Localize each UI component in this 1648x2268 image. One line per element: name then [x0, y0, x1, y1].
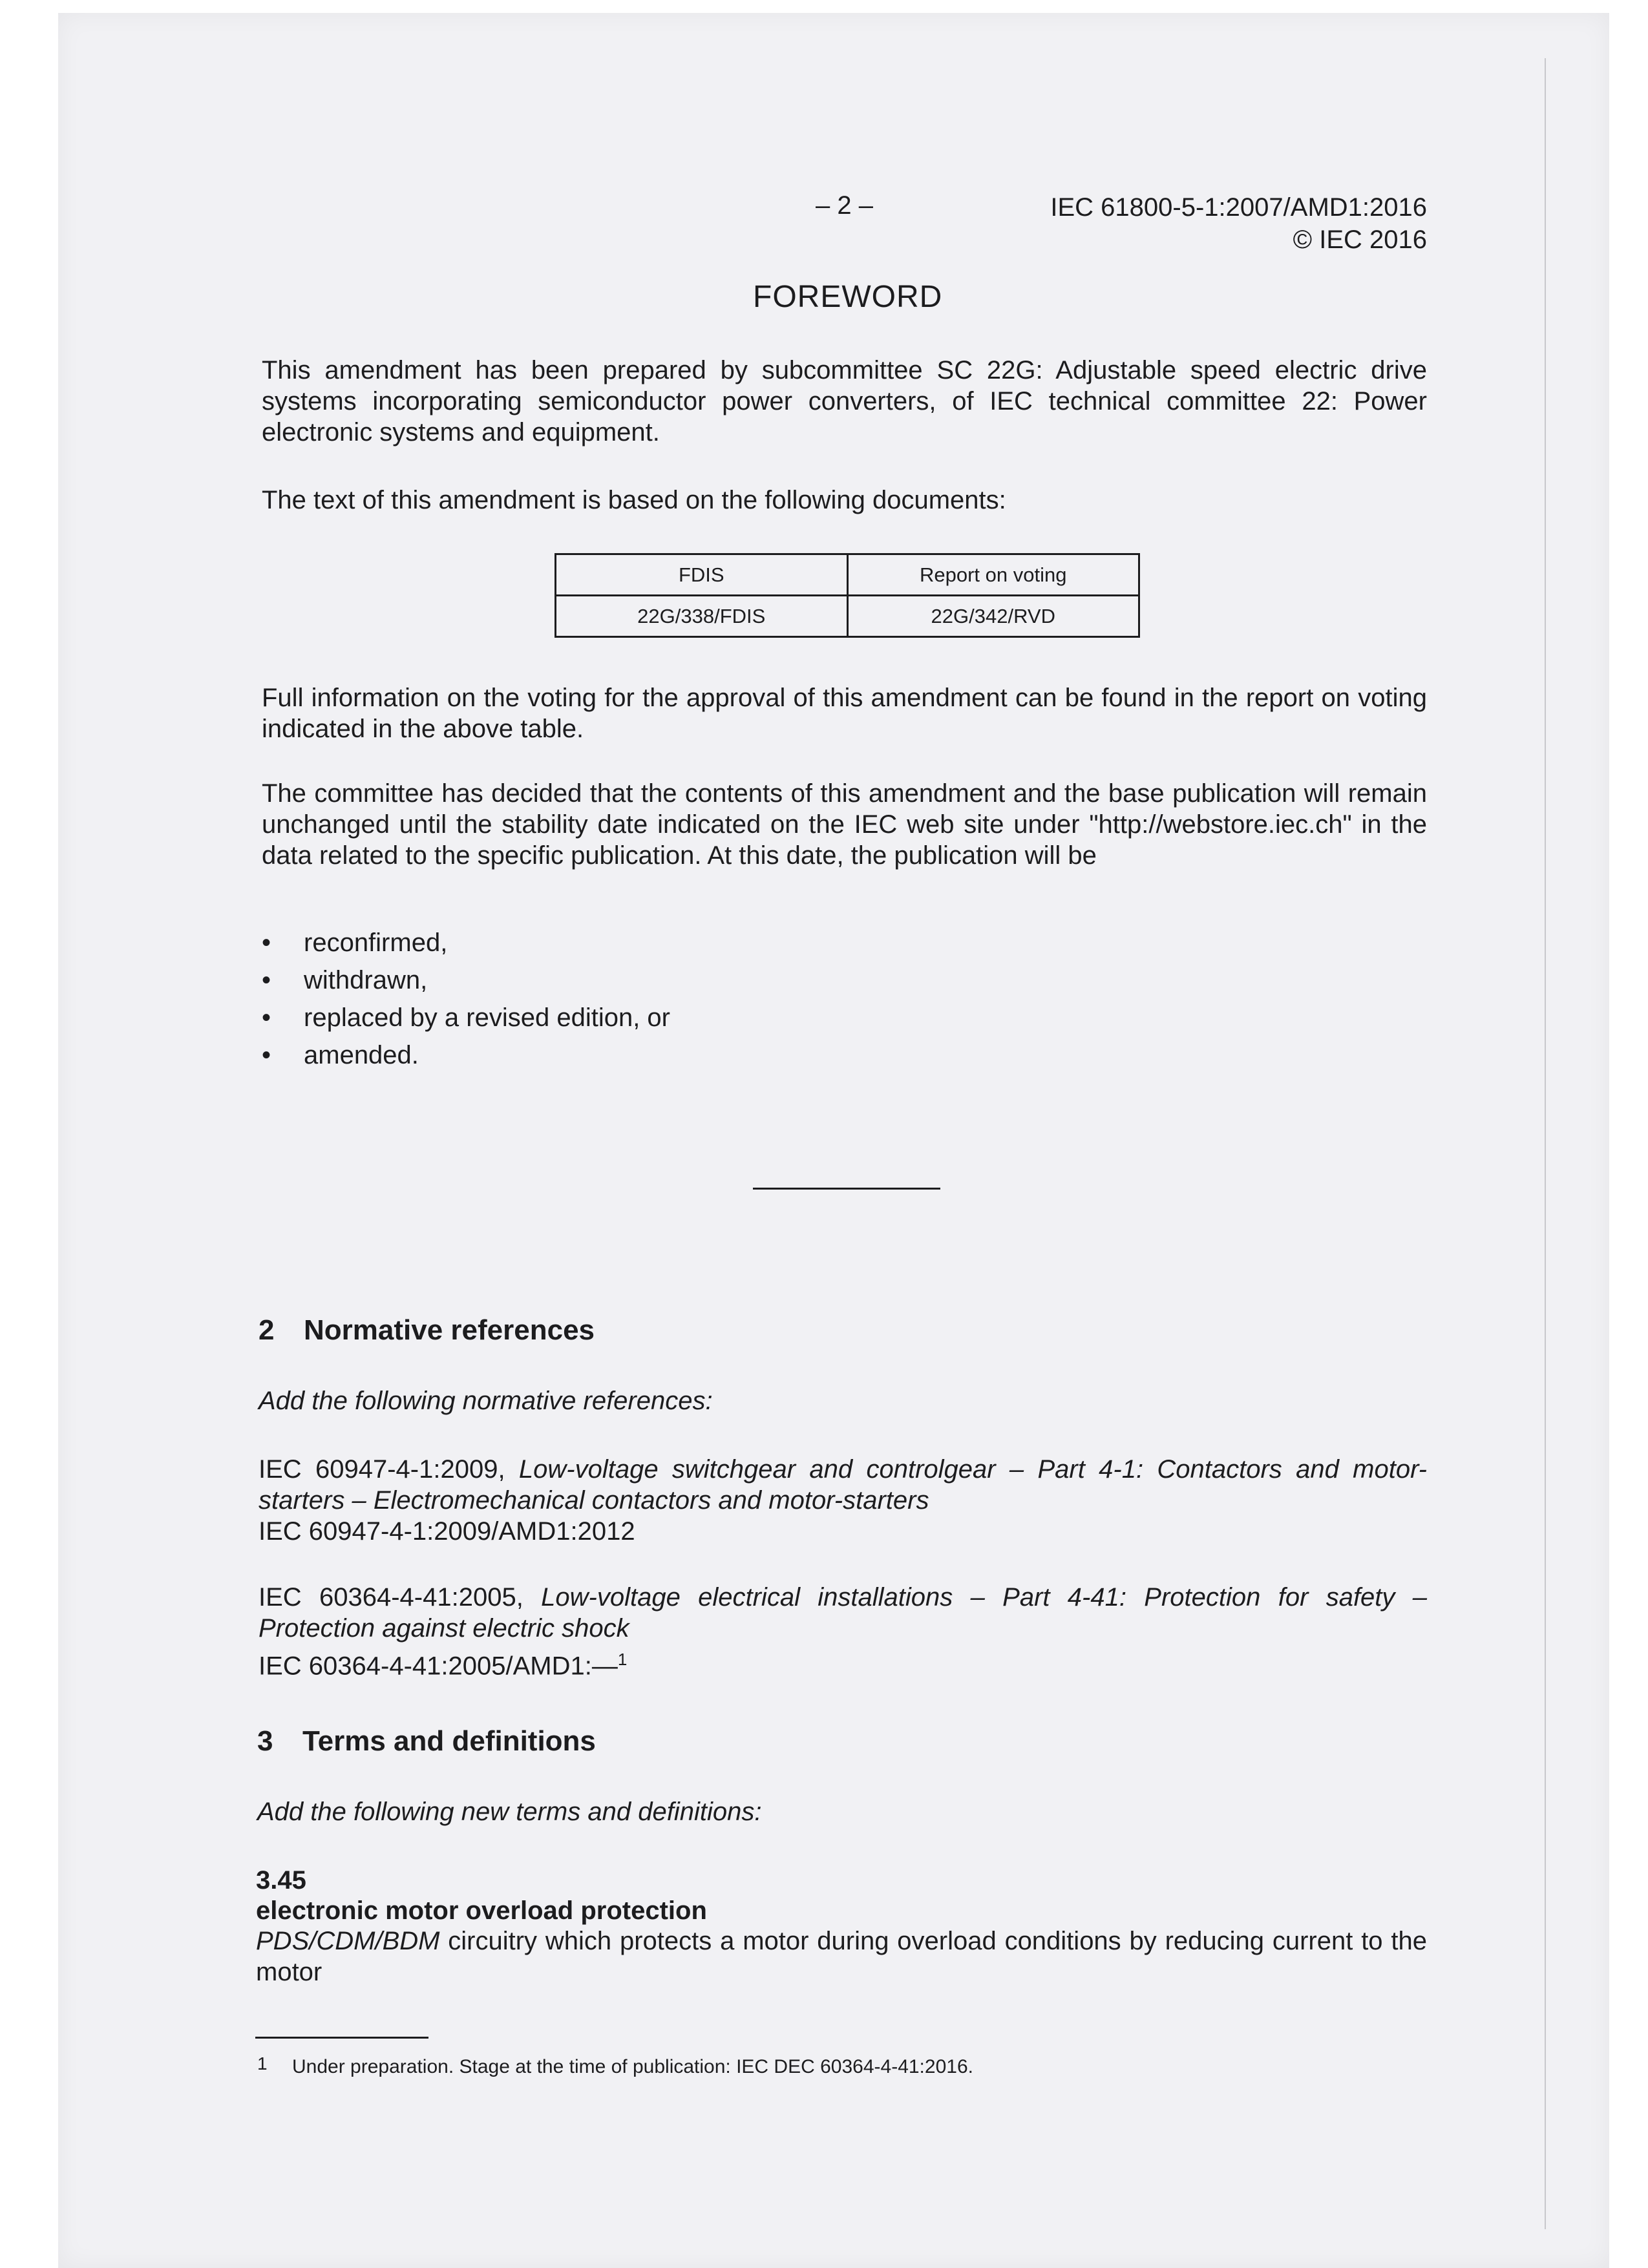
foreword-paragraph-4: The committee has decided that the contents of this amendment and the base publication will remain unchanged until the stability date indicated on the IEC web site under "http://webstore.iec.ch" in the data related to the specific publication. At this date, the publication will be	[262, 779, 1427, 870]
normative-reference-2	[259, 1582, 1427, 1681]
reference-amendment: IEC 60947-4-1:2009/AMD1:2012	[259, 1517, 635, 1546]
reference-title: Low-voltage switchgear and controlgear – Part 4-1: Contactors and motor-starters – Electromechanical contactors and motor-starters	[259, 1455, 1428, 1515]
definition-text: circuitry which protects a motor during overload conditions by reducing current to the motor	[256, 1927, 1427, 1986]
reference-id: IEC 60364-4-41:2005,	[259, 1583, 523, 1612]
list-item	[262, 1036, 670, 1074]
bullet-icon: •	[262, 929, 271, 957]
reference-id: IEC 60947-4-1:2009,	[259, 1455, 505, 1484]
foreword-title: FOREWORD	[753, 280, 943, 314]
footnote-text: Under preparation. Stage at the time of publication: IEC DEC 60364-4-41:2016.	[292, 2056, 973, 2077]
table-cell: 22G/342/RVD	[847, 596, 1139, 637]
list-item	[262, 961, 670, 999]
section-2-intro: Add the following normative references:	[259, 1387, 713, 1415]
table-header-row	[556, 554, 1139, 596]
list-item-text: withdrawn,	[304, 966, 428, 994]
reference-amendment: IEC 60364-4-41:2005/AMD1:—	[259, 1652, 618, 1681]
document-header	[892, 191, 1427, 256]
table-row	[556, 596, 1139, 637]
outcome-list	[262, 924, 670, 1074]
page-edge-line	[1545, 58, 1546, 2229]
definition-abbreviation: PDS/CDM/BDM	[256, 1927, 440, 1955]
foreword-paragraph-1: This amendment has been prepared by subcommittee SC 22G: Adjustable speed electric drive systems incorporating semiconductor power converters, of IEC technical committee 22: Power electronic systems and equipment.	[262, 356, 1427, 446]
table-header-cell: FDIS	[556, 554, 848, 596]
section-number: 3	[257, 1725, 273, 1757]
list-item-text: reconfirmed,	[304, 929, 448, 957]
bullet-icon: •	[262, 1041, 271, 1069]
footnote-number: 1	[257, 2053, 268, 2074]
section-2-heading	[259, 1314, 595, 1347]
list-item-text: replaced by a revised edition, or	[304, 1003, 670, 1032]
reference-title: Low-voltage electrical installations – Part 4-41: Protection for safety – Protection against electric shock	[259, 1583, 1427, 1643]
list-item	[262, 924, 670, 961]
bullet-icon: •	[262, 1003, 271, 1032]
document-id: IEC 61800-5-1:2007/AMD1:2016	[1050, 193, 1427, 222]
section-3-intro: Add the following new terms and definitions:	[257, 1798, 762, 1826]
voting-documents-table	[555, 553, 1140, 638]
copyright-notice: © IEC 2016	[1293, 226, 1427, 254]
normative-reference-1	[259, 1454, 1427, 1547]
table-cell: 22G/338/FDIS	[556, 596, 848, 637]
section-title: Terms and definitions	[302, 1725, 596, 1757]
term-number: 3.45	[256, 1866, 306, 1895]
section-title: Normative references	[304, 1314, 595, 1346]
list-item	[262, 999, 670, 1036]
foreword-paragraph-3: Full information on the voting for the approval of this amendment can be found in the report on voting indicated in the above table.	[262, 684, 1427, 743]
footnote-mark: 1	[617, 1650, 628, 1669]
page-number: – 2 –	[816, 191, 873, 220]
footnote-separator	[255, 2037, 428, 2039]
bullet-icon: •	[262, 966, 271, 994]
term-name: electronic motor overload protection	[256, 1896, 707, 1925]
section-number: 2	[259, 1314, 275, 1346]
foreword-paragraph-2: The text of this amendment is based on the following documents:	[262, 486, 1006, 514]
list-item-text: amended.	[304, 1041, 419, 1069]
table-header-cell: Report on voting	[847, 554, 1139, 596]
foreword-separator	[753, 1188, 940, 1190]
section-3-heading	[257, 1725, 596, 1758]
term-definition	[256, 1926, 1427, 1988]
